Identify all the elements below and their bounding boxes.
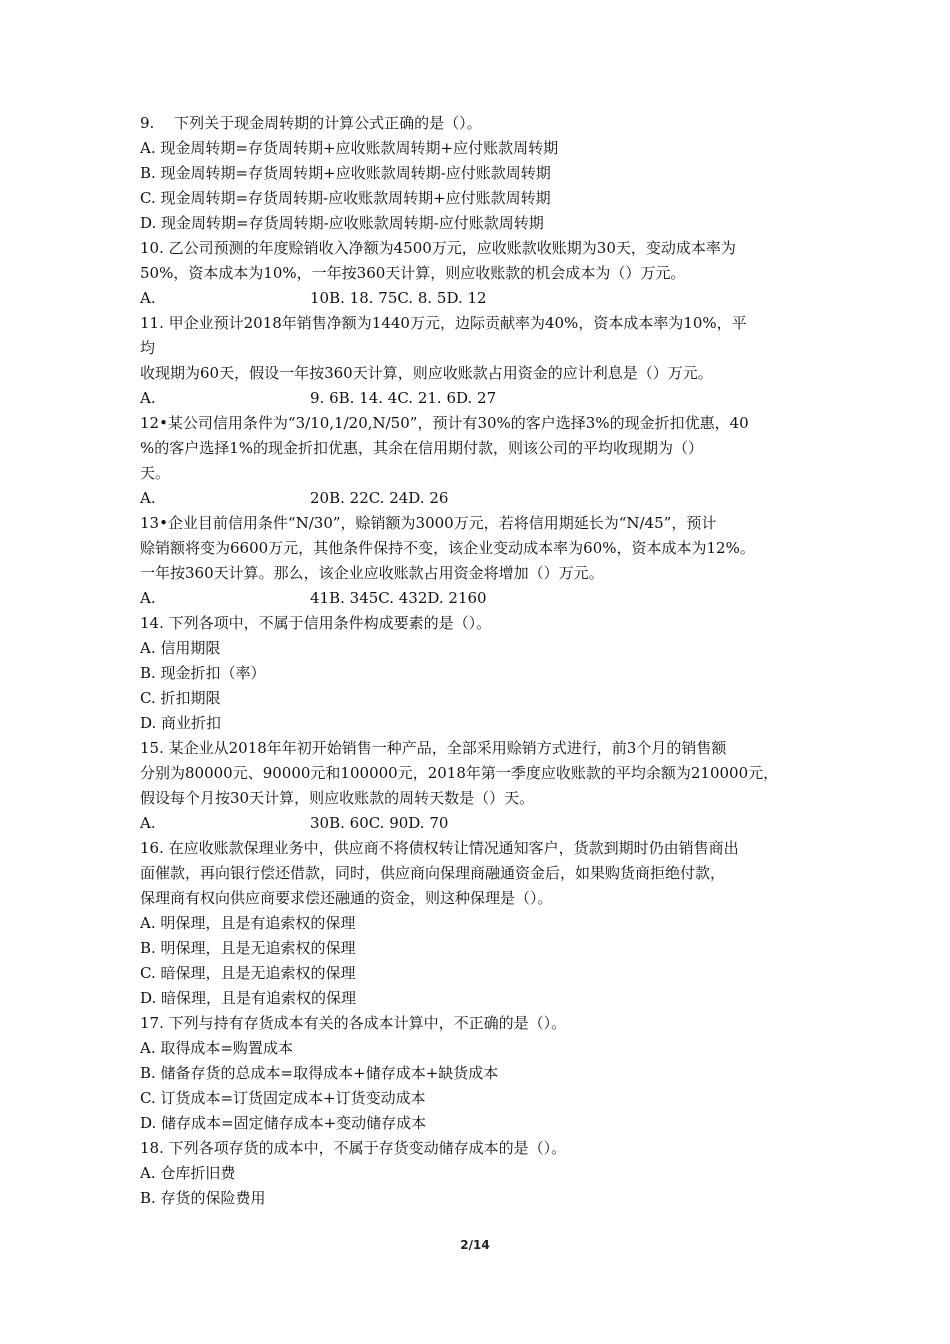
question-18-option-a: A. 仓库折旧费 xyxy=(140,1164,236,1182)
question-16-stem-line-2: 面催款，再向银行偿还借款，同时，供应商向保理商融通资金后，如果购货商拒绝付款， xyxy=(140,864,726,882)
option-values: 41B. 345C. 432D. 2160 xyxy=(310,589,487,607)
question-16-stem-line-1: 16. 在应收账款保理业务中，供应商不将债权转让情况通知客户，货款到期时仍由销售商出 xyxy=(140,839,739,857)
question-16-option-a: A. 明保理，且是有追索权的保理 xyxy=(140,914,356,932)
question-12-options xyxy=(140,486,840,511)
question-9-option-c: C. 现金周转期=存货周转期-应收账款周转期+应付账款周转期 xyxy=(140,189,551,207)
question-14-option-a: A. 信用期限 xyxy=(140,639,221,657)
question-17-option-d: D. 储存成本=固定储存成本+变动储存成本 xyxy=(140,1114,427,1132)
question-17-option-c: C. 订货成本=订货固定成本+订货变动成本 xyxy=(140,1089,426,1107)
question-18-stem: 18. 下列各项存货的成本中，不属于存货变动储存成本的是（）。 xyxy=(140,1139,567,1157)
question-9-option-a: A. 现金周转期=存货周转期+应收账款周转期+应付账款周转期 xyxy=(140,139,559,157)
question-16-option-c: C. 暗保理，且是无追索权的保理 xyxy=(140,964,356,982)
option-values: 20B. 22C. 24D. 26 xyxy=(310,489,449,507)
question-11-stem-line-1: 11. 甲企业预计2018年销售净额为1440万元，边际贡献率为40%，资本成本率为10%，平 xyxy=(140,314,747,332)
question-15-stem-line-3: 假设每个月按30天计算，则应收账款的周转天数是（）天。 xyxy=(140,789,535,807)
question-12-stem-line-3: 天。 xyxy=(140,464,171,482)
option-values: 30B. 60C. 90D. 70 xyxy=(310,814,449,832)
question-10-stem-line-2: 50%，资本成本为10%，一年按360天计算，则应收账款的机会成本为（）万元。 xyxy=(140,264,686,282)
question-14-option-b: B. 现金折扣（率） xyxy=(140,664,266,682)
page-number: 2/14 xyxy=(460,1238,490,1252)
question-10-stem-line-1: 10. 乙公司预测的年度赊销收入净额为4500万元，应收账款收账期为30天，变动成本率为 xyxy=(140,239,736,257)
question-11-stem-line-3: 收现期为60天，假设一年按360天计算，则应收账款占用资金的应计利息是（）万元。 xyxy=(140,364,713,382)
question-17-stem: 17. 下列与持有存货成本有关的各成本计算中，不正确的是（）。 xyxy=(140,1014,567,1032)
question-16-stem-line-3: 保理商有权向供应商要求偿还融通的资金，则这种保理是（）。 xyxy=(140,889,553,907)
question-12-stem-line-2: %的客户选择1%的现金折扣优惠，其余在信用期付款，则该公司的平均收现期为（） xyxy=(140,439,704,457)
question-12-stem-line-1: 12•某公司信用条件为“3/10,1/20,N/50”，预计有30%的客户选择3%的现金折扣优惠，40 xyxy=(140,414,749,432)
question-13-options xyxy=(140,586,840,611)
option-label: A. xyxy=(140,814,156,832)
option-label: A. xyxy=(140,389,156,407)
question-11-stem-line-2: 均 xyxy=(140,339,156,357)
option-label: A. xyxy=(140,589,156,607)
question-14-option-c: C. 折扣期限 xyxy=(140,689,221,707)
option-values: 9. 6B. 14. 4C. 21. 6D. 27 xyxy=(310,389,497,407)
question-17-option-b: B. 储备存货的总成本=取得成本+储存成本+缺货成本 xyxy=(140,1064,499,1082)
question-14-option-d: D. 商业折扣 xyxy=(140,714,222,732)
question-13-stem-line-3: 一年按360天计算。那么，该企业应收账款占用资金将增加（）万元。 xyxy=(140,564,604,582)
question-9-option-b: B. 现金周转期=存货周转期+应收账款周转期-应付账款周转期 xyxy=(140,164,551,182)
option-label: A. xyxy=(140,289,156,307)
question-17-option-a: A. 取得成本=购置成本 xyxy=(140,1039,293,1057)
question-10-options xyxy=(140,286,840,311)
question-16-option-d: D. 暗保理，且是有追索权的保理 xyxy=(140,989,357,1007)
option-values: 10B. 18. 75C. 8. 5D. 12 xyxy=(310,289,487,307)
question-16-option-b: B. 明保理，且是无追索权的保理 xyxy=(140,939,356,957)
question-9-option-d: D. 现金周转期=存货周转期-应收账款周转期-应付账款周转期 xyxy=(140,214,544,232)
option-label: A. xyxy=(140,489,156,507)
question-18-option-b: B. 存货的保险费用 xyxy=(140,1189,266,1207)
question-13-stem-line-2: 赊销额将变为6600万元，其他条件保持不变，该企业变动成本率为60%，资本成本为12%。 xyxy=(140,539,755,557)
question-15-stem-line-2: 分别为80000元、90000元和100000元，2018年第一季度应收账款的平均余额为210000元， xyxy=(140,764,779,782)
question-11-options xyxy=(140,386,840,411)
question-14-stem: 14. 下列各项中，不属于信用条件构成要素的是（）。 xyxy=(140,614,492,632)
question-9-stem: 9. 下列关于现金周转期的计算公式正确的是（）。 xyxy=(140,114,482,132)
question-15-options xyxy=(140,811,840,836)
question-13-stem-line-1: 13•企业目前信用条件“N/30”，赊销额为3000万元，若将信用期延长为“N/45”，预计 xyxy=(140,514,717,532)
page-content xyxy=(140,111,840,1211)
question-15-stem-line-1: 15. 某企业从2018年年初开始销售一种产品，全部采用赊销方式进行，前3个月的销售额 xyxy=(140,739,727,757)
